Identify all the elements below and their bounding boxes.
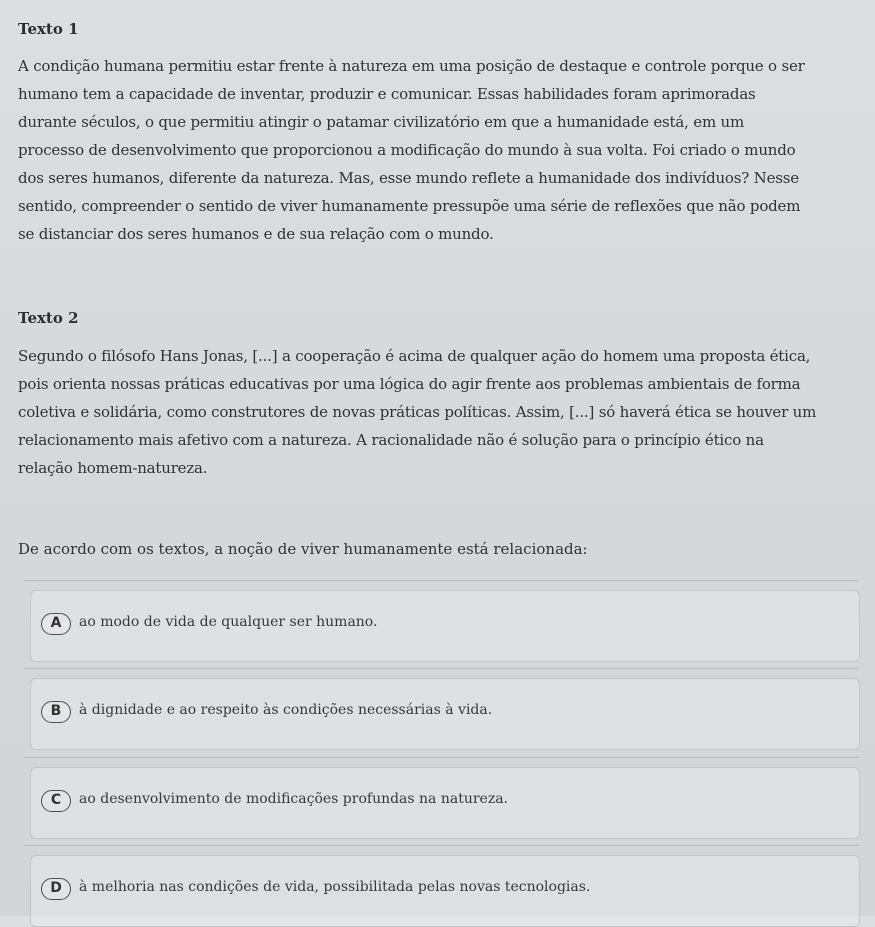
texto1-line: sentido, compreender o sentido de viver humanamente pressupõe uma série de reflexões que não podem xyxy=(18,197,801,215)
texto2-line: pois orienta nossas práticas educativas por uma lógica do agir frente aos problemas ambientais de forma xyxy=(18,375,801,393)
texto2-heading: Texto 2 xyxy=(18,309,79,327)
question-prompt: De acordo com os textos, a noção de viver humanamente está relacionada: xyxy=(18,540,588,558)
option-letter-badge: A xyxy=(41,613,71,635)
option-text: à dignidade e ao respeito às condições necessárias à vida. xyxy=(79,702,493,718)
option-d[interactable] xyxy=(30,855,860,927)
option-a[interactable] xyxy=(30,590,860,662)
divider xyxy=(24,845,859,846)
option-letter-badge: D xyxy=(41,878,71,900)
option-text: ao modo de vida de qualquer ser humano. xyxy=(79,614,378,630)
texto1-line: dos seres humanos, diferente da natureza. Mas, esse mundo reflete a humanidade dos indivíduos? Nesse xyxy=(18,169,799,187)
texto1-line: se distanciar dos seres humanos e de sua relação com o mundo. xyxy=(18,225,494,243)
option-b[interactable] xyxy=(30,678,860,750)
option-letter-badge: B xyxy=(41,701,71,723)
texto2-line: relacionamento mais afetivo com a natureza. A racionalidade não é solução para o princípio ético na xyxy=(18,431,764,449)
option-c[interactable] xyxy=(30,767,860,839)
option-text: à melhoria nas condições de vida, possibilitada pelas novas tecnologias. xyxy=(79,879,591,895)
texto1-line: durante séculos, o que permitiu atingir o patamar civilizatório em que a humanidade está, em um xyxy=(18,113,745,131)
texto1-heading: Texto 1 xyxy=(18,20,79,38)
option-text: ao desenvolvimento de modificações profundas na natureza. xyxy=(79,791,509,807)
texto2-line: coletiva e solidária, como construtores de novas práticas políticas. Assim, [...] só haverá ética se houver um xyxy=(18,403,817,421)
divider xyxy=(24,668,859,669)
texto1-line: processo de desenvolvimento que proporcionou a modificação do mundo à sua volta. Foi criado o mundo xyxy=(18,141,796,159)
divider xyxy=(24,757,859,758)
divider xyxy=(24,580,859,581)
texto2-line: Segundo o filósofo Hans Jonas, [...] a cooperação é acima de qualquer ação do homem uma proposta ética, xyxy=(18,347,811,365)
texto1-line: A condição humana permitiu estar frente à natureza em uma posição de destaque e controle porque o ser xyxy=(18,57,805,75)
texto1-paragraph xyxy=(18,52,870,248)
texto2-line: relação homem-natureza. xyxy=(18,459,208,477)
texto1-line: humano tem a capacidade de inventar, produzir e comunicar. Essas habilidades foram aprimoradas xyxy=(18,85,756,103)
option-letter-badge: C xyxy=(41,790,71,812)
texto2-paragraph xyxy=(18,342,870,482)
